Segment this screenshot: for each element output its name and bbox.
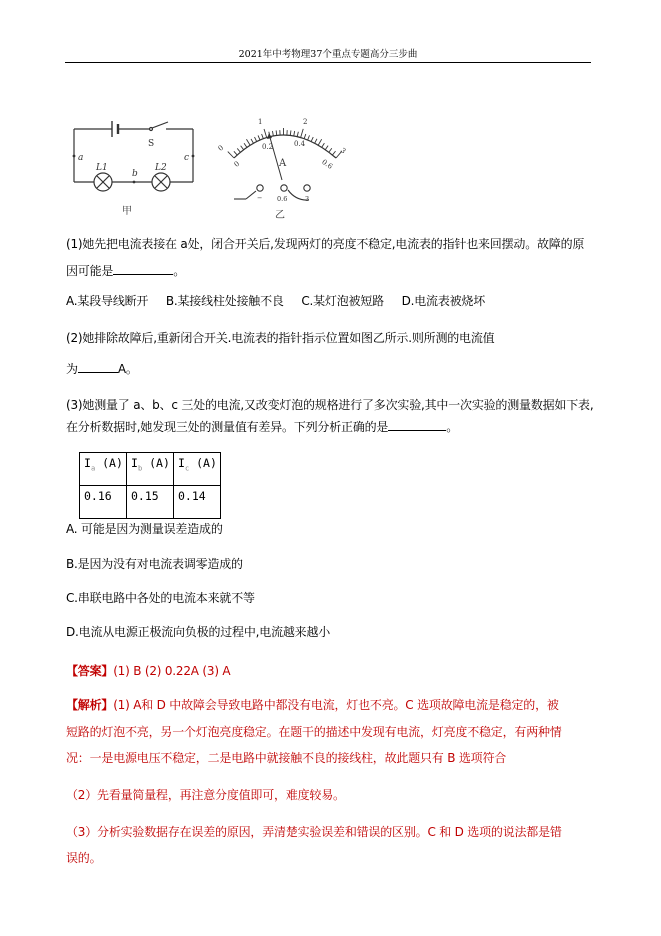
- ammeter-tick: [244, 143, 247, 147]
- value-ia: 0.16: [80, 486, 127, 519]
- ammeter-tick: [304, 134, 306, 139]
- ammeter-tick: [294, 131, 295, 136]
- q3-option-b: B.是因为没有对电流表调零造成的: [66, 557, 243, 571]
- analysis-label: 【解析】: [66, 698, 114, 712]
- q2-suffix: A。: [117, 362, 138, 376]
- analysis-line1: [66, 697, 559, 713]
- point-b-dot: [133, 181, 136, 184]
- switch-label: S: [148, 139, 155, 149]
- ammeter-diagram-yi: [217, 118, 348, 221]
- q3-option-c: C.串联电路中各处的电流本来就不等: [66, 591, 255, 605]
- ammeter-tick: [315, 139, 317, 143]
- q1-answer-blank[interactable]: [113, 262, 173, 275]
- ammeter-tick: [234, 151, 237, 155]
- answer-text: (1) B (2) 0.22A (3) A: [113, 664, 231, 678]
- q3-option-d: D.电流从电源正极流向负极的过程中,电流越来越小: [66, 625, 331, 639]
- inner-scale-06: 0.6: [320, 157, 334, 171]
- analysis-p1-line3: 况：一是电源电压不稳定，二是电路中就接触不良的接线柱，故此题只有 B 选项符合: [66, 751, 507, 765]
- ammeter-tick: [318, 139, 322, 145]
- terminal-3: [304, 185, 310, 191]
- analysis-p1-line1: (1) A和 D 中故障会导致电路中都没有电流，灯也不亮。C 选项故障电流是稳定的，被: [113, 698, 559, 712]
- q2-answer-blank[interactable]: [78, 360, 118, 373]
- q1-option-a: A.某段导线断开: [66, 294, 149, 308]
- header-ia: $I_a$ (A): [80, 453, 127, 486]
- answer-label: 【答案】: [66, 664, 114, 678]
- circuit-and-ammeter-figure: [60, 104, 360, 226]
- point-c-label: c: [184, 153, 190, 163]
- measurement-table: [79, 452, 221, 519]
- lamp-l2-icon: [152, 173, 170, 191]
- outer-scale-3: 3: [338, 146, 348, 156]
- q1-option-d: D.电流表被烧坏: [401, 294, 486, 308]
- ammeter-scale-arc: [234, 135, 336, 158]
- q2-prefix: 为: [66, 362, 78, 376]
- q1-option-c: C.某灯泡被短路: [301, 294, 384, 308]
- q2-line2: [66, 360, 138, 377]
- ammeter-tick: [297, 132, 298, 137]
- analysis-p1-line2: 短路的灯泡不亮，另一个灯泡亮度稳定。在题干的描述中发现有电流，灯亮度不稳定，有两种情: [66, 725, 562, 739]
- outer-scale-1: 1: [258, 118, 263, 126]
- ammeter-symbol: A: [279, 158, 287, 169]
- ammeter-tick: [237, 148, 240, 152]
- terminal-06: [281, 185, 287, 191]
- ammeter-tick: [276, 130, 277, 135]
- table-header-row: [80, 453, 221, 486]
- point-b-label: b: [132, 169, 138, 179]
- header-ib: $I_b$ (A): [127, 453, 174, 486]
- ammeter-tick: [322, 143, 325, 147]
- outer-scale-2: 2: [303, 118, 308, 126]
- terminal-06-label: 0.6: [277, 195, 288, 203]
- q3-answer-blank[interactable]: [388, 418, 446, 431]
- point-a-label: a: [78, 153, 84, 163]
- terminal-3-label: 3: [305, 195, 310, 203]
- q2-line1: (2)她排除故障后,重新闭合开关.电流表的指针指示位置如图乙所示.则所测的电流值: [66, 331, 495, 345]
- lamp-l1-label: L1: [96, 163, 108, 173]
- q3-suffix: 。: [446, 420, 459, 434]
- ammeter-tick: [262, 134, 264, 139]
- q1-line2: [66, 262, 185, 279]
- ammeter-tick: [241, 146, 244, 150]
- value-ic: 0.14: [174, 486, 221, 519]
- ammeter-caption: 乙: [275, 210, 285, 221]
- header-divider: [65, 62, 591, 63]
- q3-line2: [66, 418, 458, 435]
- ammeter-tick: [311, 137, 313, 142]
- q1-line1: (1)她先把电流表接在 a处，闭合开关后,发现两灯的亮度不稳定,电流表的指针也来回摆动。故障的原: [66, 237, 585, 251]
- ammeter-tick: [325, 146, 328, 150]
- ammeter-tick: [308, 135, 310, 140]
- q1-suffix: 。: [173, 264, 186, 278]
- q1-options: [66, 293, 499, 309]
- analysis-p3-line2: 误的。: [66, 851, 102, 865]
- outer-scale-0: 0: [216, 143, 226, 153]
- point-c-dot: [192, 155, 195, 158]
- inner-scale-02: 0.2: [262, 143, 274, 151]
- page-header-title: 2021年中考物理37个重点专题高分三步曲: [238, 49, 418, 60]
- terminal-negative: [257, 185, 263, 191]
- lamp-l2-label: L2: [155, 163, 167, 173]
- analysis-p3-line1: （3）分析实验数据存在误差的原因，弄清楚实验误差和错误的区别。C 和 D 选项的说法都是错: [66, 825, 562, 839]
- ammeter-tick: [329, 148, 332, 152]
- q3-line1: (3)她测量了 a、b、c 三处的电流,又改变灯泡的规格进行了多次实验,其中一次实验的测量数据如下表,: [66, 398, 594, 412]
- terminal-negative-label: −: [257, 194, 263, 202]
- ammeter-tick: [290, 130, 291, 135]
- q3-prefix: 在分析数据时,她发现三处的测量值有差异。下列分析正确的是: [66, 420, 389, 434]
- ammeter-needle: [269, 134, 282, 180]
- ammeter-tick: [258, 135, 260, 140]
- circuit-caption: 甲: [122, 206, 132, 217]
- switch-blade: [152, 122, 168, 128]
- ammeter-tick: [251, 139, 253, 143]
- q1-prefix: 因可能是: [66, 264, 114, 278]
- analysis-p2: （2）先看量简量程，再注意分度值即可，难度较易。: [66, 788, 345, 802]
- point-a-dot: [73, 155, 76, 158]
- ammeter-tick: [332, 151, 335, 155]
- ammeter-tick: [255, 137, 257, 141]
- header-ic: $I_c$ (A): [174, 453, 221, 486]
- table-row: [80, 486, 221, 519]
- q1-option-b: B.某接线柱处接触不良: [165, 294, 284, 308]
- inner-scale-0: 0: [232, 159, 242, 169]
- ammeter-tick: [264, 129, 267, 138]
- inner-scale-04: 0.4: [294, 140, 306, 148]
- ammeter-tick: [272, 131, 273, 136]
- ammeter-tick: [228, 152, 234, 158]
- lamp-l1-icon: [94, 173, 112, 191]
- ammeter-tick: [246, 139, 250, 145]
- q3-option-a: A. 可能是因为测量误差造成的: [66, 522, 223, 536]
- circuit-diagram-jia: [74, 121, 193, 191]
- ammeter-tick: [301, 129, 304, 138]
- answer-line: [66, 663, 230, 679]
- value-ib: 0.15: [127, 486, 174, 519]
